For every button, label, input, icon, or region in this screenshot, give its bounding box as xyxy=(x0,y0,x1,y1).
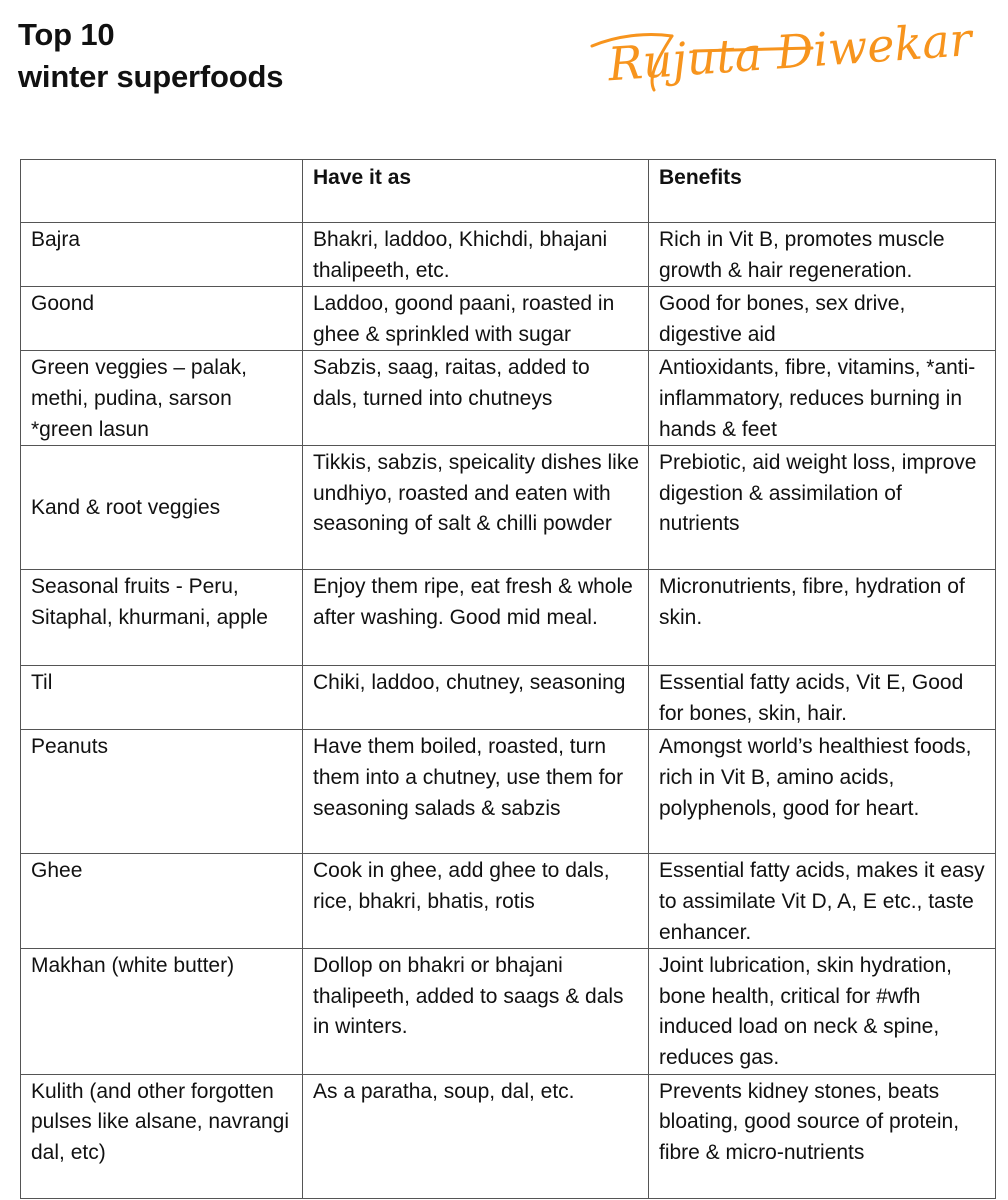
benefits-cell: Micronutrients, fibre, hydration of skin. xyxy=(649,570,996,666)
table-row xyxy=(21,949,996,1074)
have-it-as-cell: Cook in ghee, add ghee to dals, rice, bhakri, bhatis, rotis xyxy=(303,854,649,949)
table-row xyxy=(21,287,996,351)
food-cell: Kulith (and other forgotten pulses like alsane, navrangi dal, etc) xyxy=(21,1074,303,1198)
food-cell: Ghee xyxy=(21,854,303,949)
table-row xyxy=(21,446,996,570)
have-it-as-cell: As a paratha, soup, dal, etc. xyxy=(303,1074,649,1198)
header-have-it-as: Have it as xyxy=(303,160,649,223)
have-it-as-cell: Tikkis, sabzis, speicality dishes like undhiyo, roasted and eaten with seasoning of salt & chilli powder xyxy=(303,446,649,570)
signature-logo-graphic xyxy=(586,6,986,98)
table-row xyxy=(21,666,996,730)
benefits-cell: Prevents kidney stones, beats bloating, good source of protein, fibre & micro-nutrients xyxy=(649,1074,996,1198)
benefits-cell: Rich in Vit B, promotes muscle growth & hair regeneration. xyxy=(649,223,996,287)
header-food xyxy=(21,160,303,223)
table-header-row xyxy=(21,160,996,223)
have-it-as-cell: Laddoo, goond paani, roasted in ghee & sprinkled with sugar xyxy=(303,287,649,351)
have-it-as-cell: Bhakri, laddoo, Khichdi, bhajani thalipeeth, etc. xyxy=(303,223,649,287)
food-cell: Goond xyxy=(21,287,303,351)
food-cell: Kand & root veggies xyxy=(21,446,303,570)
table-row xyxy=(21,730,996,854)
table-row xyxy=(21,351,996,446)
food-cell: Peanuts xyxy=(21,730,303,854)
table-row xyxy=(21,223,996,287)
have-it-as-cell: Sabzis, saag, raitas, added to dals, turned into chutneys xyxy=(303,351,649,446)
food-cell: Seasonal fruits - Peru, Sitaphal, khurmani, apple xyxy=(21,570,303,666)
have-it-as-cell: Enjoy them ripe, eat fresh & whole after washing. Good mid meal. xyxy=(303,570,649,666)
page-title-line-1: Top 10 xyxy=(18,17,115,52)
have-it-as-cell: Have them boiled, roasted, turn them into a chutney, use them for seasoning salads & sabzis xyxy=(303,730,649,854)
food-cell: Til xyxy=(21,666,303,730)
table-row xyxy=(21,570,996,666)
logo-text: Rujuta Diwekar xyxy=(606,12,974,92)
benefits-cell: Amongst world’s healthiest foods, rich in Vit B, amino acids, polyphenols, good for heart. xyxy=(649,730,996,854)
benefits-cell: Prebiotic, aid weight loss, improve digestion & assimilation of nutrients xyxy=(649,446,996,570)
benefits-cell: Essential fatty acids, Vit E, Good for bones, skin, hair. xyxy=(649,666,996,730)
page-title xyxy=(18,14,283,98)
food-cell: Green veggies – palak, methi, pudina, sarson *green lasun xyxy=(21,351,303,446)
have-it-as-cell: Dollop on bhakri or bhajani thalipeeth, added to saags & dals in winters. xyxy=(303,949,649,1074)
table-row xyxy=(21,1074,996,1198)
brand-logo xyxy=(586,6,986,98)
benefits-cell: Good for bones, sex drive, digestive aid xyxy=(649,287,996,351)
benefits-cell: Antioxidants, fibre, vitamins, *anti-inflammatory, reduces burning in hands & feet xyxy=(649,351,996,446)
table-row xyxy=(21,854,996,949)
food-cell: Bajra xyxy=(21,223,303,287)
benefits-cell: Joint lubrication, skin hydration, bone health, critical for #wfh induced load on neck & spine, reduces gas. xyxy=(649,949,996,1074)
have-it-as-cell: Chiki, laddoo, chutney, seasoning xyxy=(303,666,649,730)
food-cell: Makhan (white butter) xyxy=(21,949,303,1074)
benefits-cell: Essential fatty acids, makes it easy to assimilate Vit D, A, E etc., taste enhancer. xyxy=(649,854,996,949)
header-benefits: Benefits xyxy=(649,160,996,223)
superfoods-table xyxy=(20,159,996,1199)
page-title-line-2: winter superfoods xyxy=(18,59,284,94)
